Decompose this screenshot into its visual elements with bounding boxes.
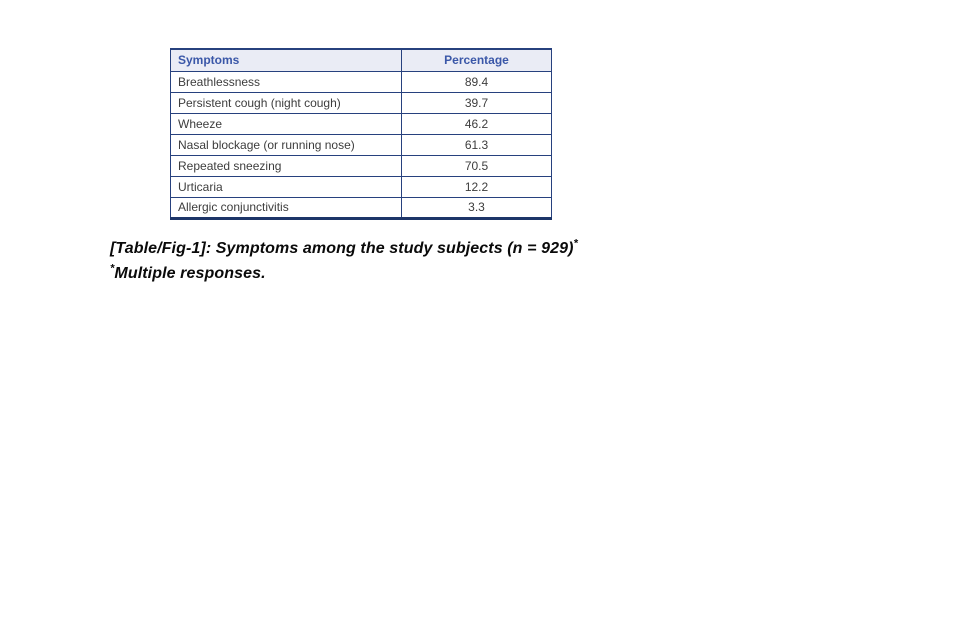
percentage-cell: 3.3 <box>402 197 552 218</box>
column-header-symptoms: Symptoms <box>171 49 402 71</box>
caption-asterisk: * <box>573 237 578 250</box>
table-row <box>171 134 552 155</box>
percentage-cell: 70.5 <box>402 155 552 176</box>
symptom-cell: Repeated sneezing <box>171 155 402 176</box>
symptoms-table <box>170 48 552 220</box>
caption-line-1 <box>110 236 578 261</box>
symptom-cell: Persistent cough (night cough) <box>171 92 402 113</box>
table-header-row <box>171 49 552 71</box>
table-row <box>171 71 552 92</box>
figure-caption <box>110 236 578 286</box>
percentage-cell: 61.3 <box>402 134 552 155</box>
symptom-cell: Allergic conjunctivitis <box>171 197 402 218</box>
table-row <box>171 155 552 176</box>
footnote-text: Multiple responses. <box>114 265 266 282</box>
caption-title-text: [Table/Fig-1]: Symptoms among the study subjects (n = 929) <box>110 240 574 257</box>
symptom-cell: Nasal blockage (or running nose) <box>171 134 402 155</box>
symptom-cell: Urticaria <box>171 176 402 197</box>
table-row <box>171 176 552 197</box>
table-row <box>171 197 552 218</box>
percentage-cell: 39.7 <box>402 92 552 113</box>
column-header-percentage: Percentage <box>402 49 552 71</box>
percentage-cell: 89.4 <box>402 71 552 92</box>
symptom-cell: Wheeze <box>171 113 402 134</box>
table-row <box>171 92 552 113</box>
table-row <box>171 113 552 134</box>
percentage-cell: 12.2 <box>402 176 552 197</box>
footnote-asterisk: * <box>110 262 115 275</box>
caption-line-2 <box>110 261 578 286</box>
symptom-cell: Breathlessness <box>171 71 402 92</box>
percentage-cell: 46.2 <box>402 113 552 134</box>
